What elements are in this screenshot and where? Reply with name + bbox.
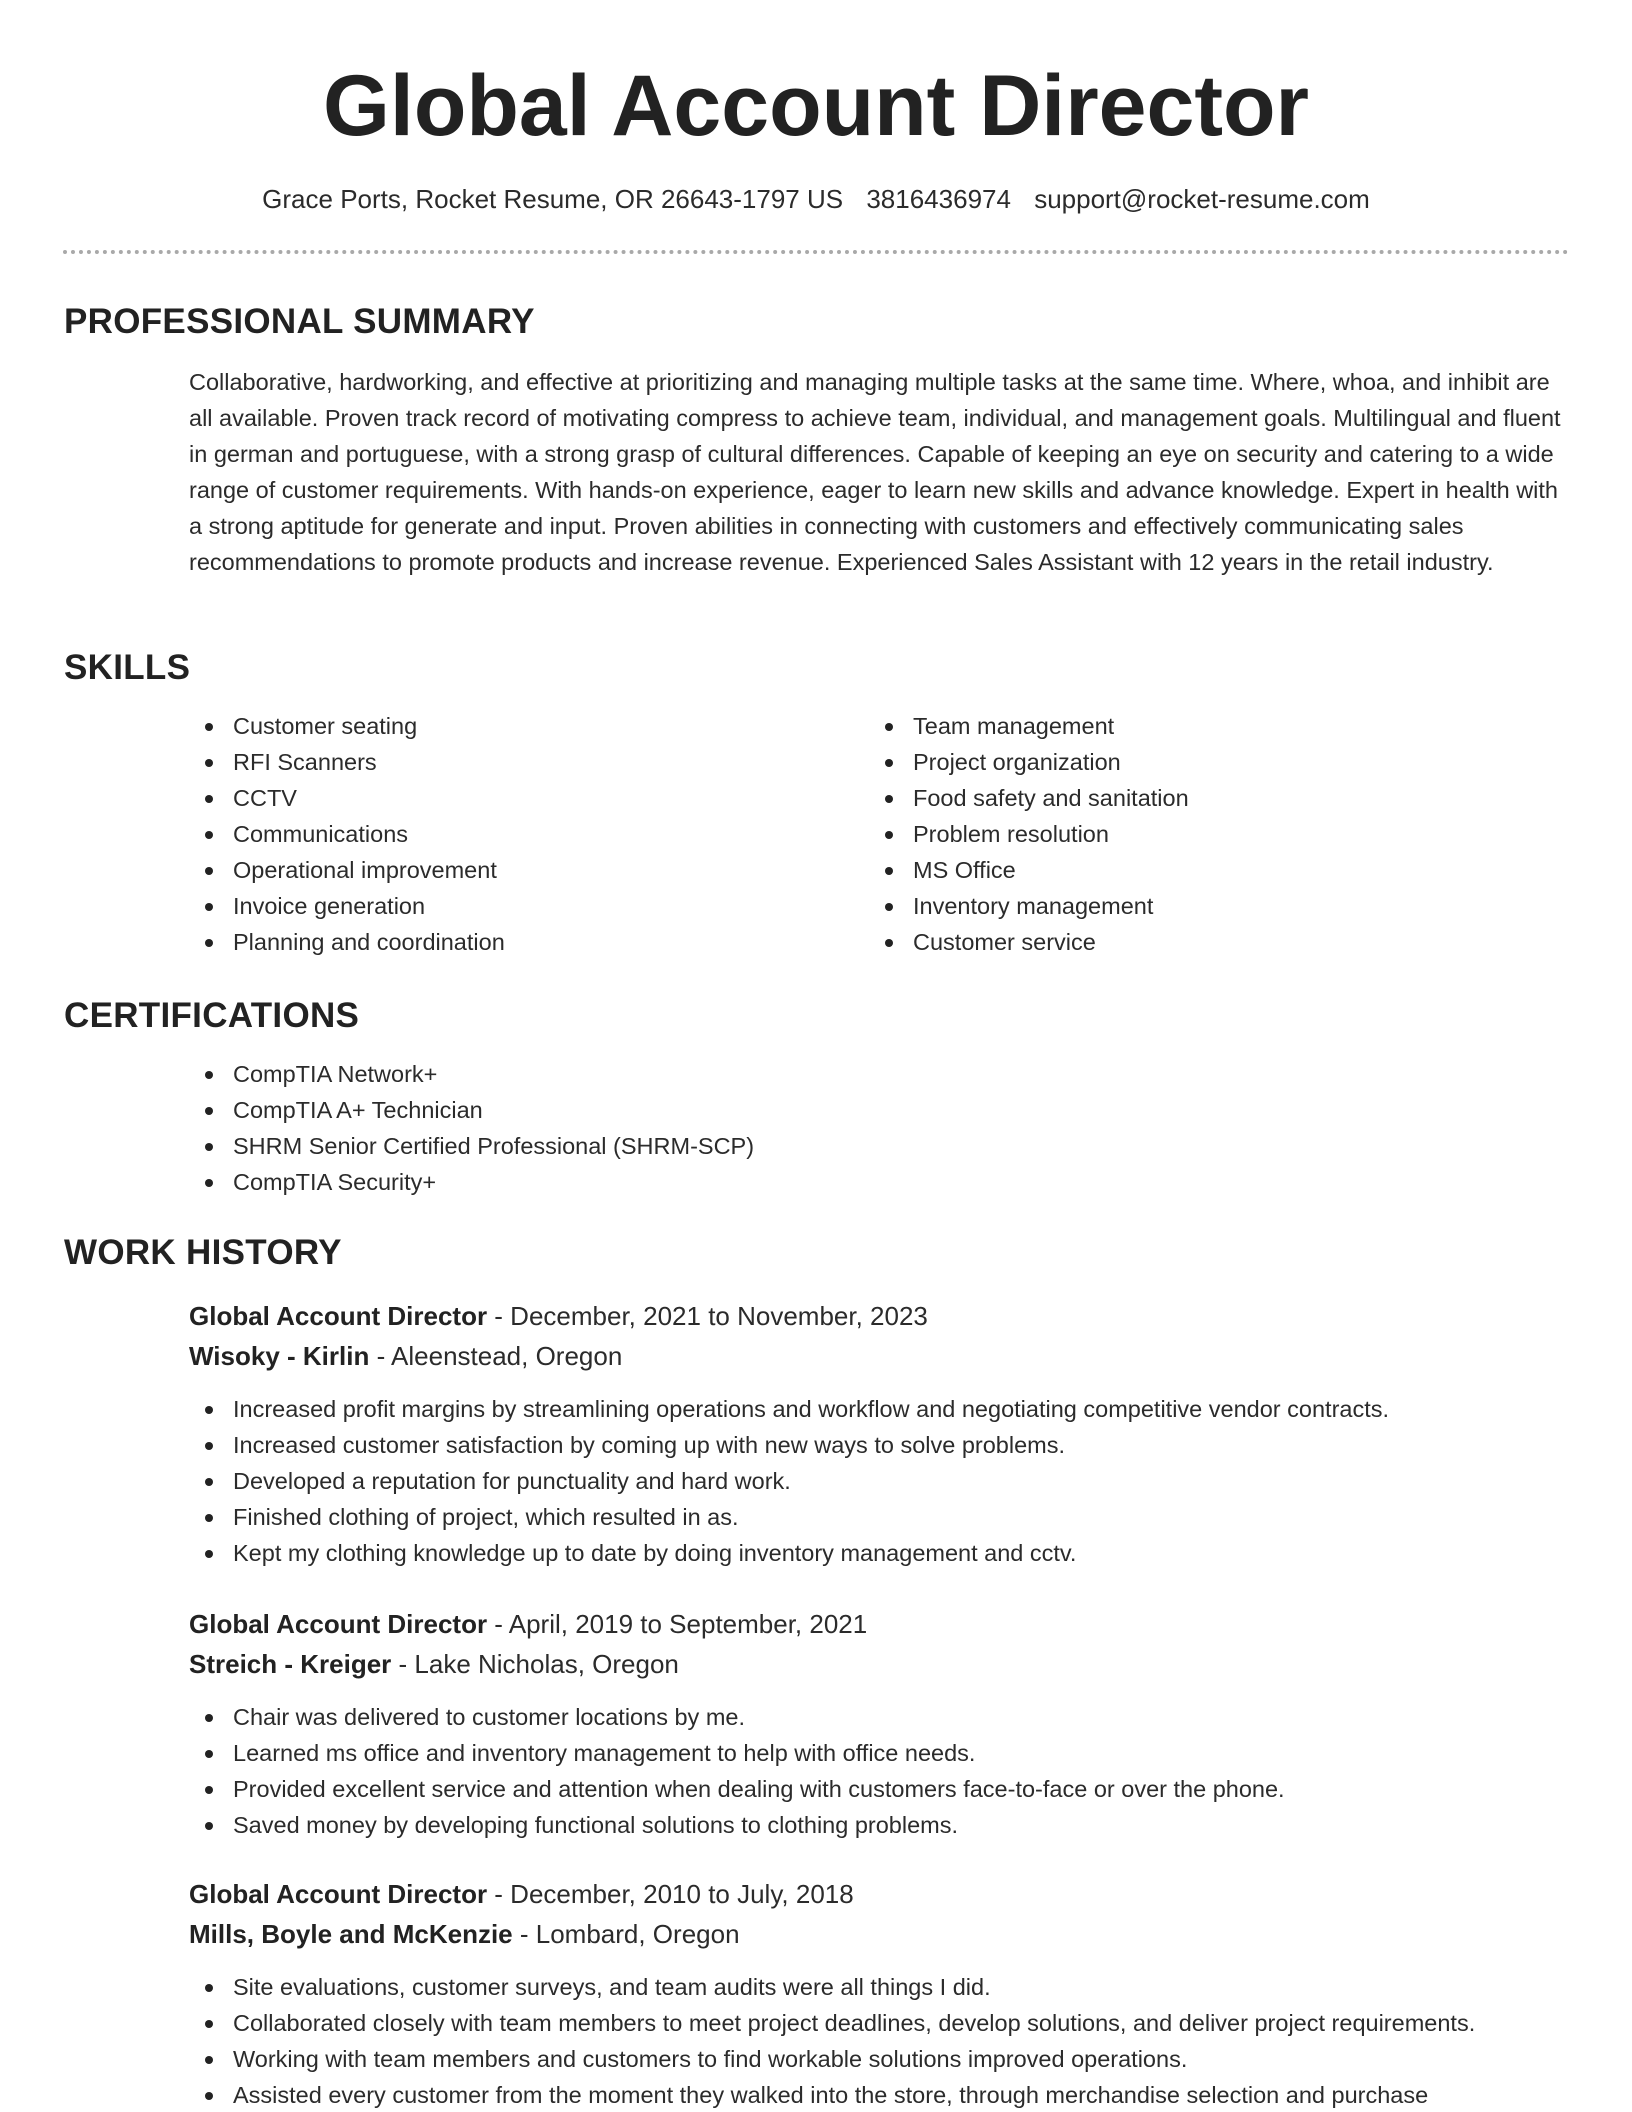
job-bullet: Assisted every customer from the moment they walked into the store, through merchandise selection and purchase [189,2077,1475,2112]
job-company-line [189,1338,622,1374]
resume-name: Global Account Director [323,58,1309,154]
skill-item: Customer service [869,924,1189,960]
summary-text: Collaborative, hardworking, and effective at prioritizing and managing multiple tasks at the same time. Where, whoa, and inhibit are all available. Proven track record of motivating compress to achieve team, individual, and management goals. Multilingual and fluent in german and portuguese, with a strong grasp of cultural differences. Capable of keeping an eye on security and catering to a wide range of customer requirements. With hands-on experience, eager to learn new skills and advance knowledge. Expert in health with a strong aptitude for generate and input. Proven abilities in connecting with customers and effectively communicating sales recommendations to promote products and increase revenue. Experienced Sales Assistant with 12 years in the retail industry. [189,369,1561,575]
skill-item: Inventory management [869,888,1189,924]
header-divider [63,250,1569,254]
job-bullet: Kept my clothing knowledge up to date by doing inventory management and cctv. [189,1535,1389,1571]
certifications-heading: CERTIFICATIONS [64,996,360,1035]
skill-item: MS Office [869,852,1189,888]
contact-email: support@rocket-resume.com [1034,184,1370,214]
job-title-line [189,1876,854,1912]
job-location: - Lake Nicholas, Oregon [391,1649,679,1679]
skill-item: Invoice generation [189,888,505,924]
job-bullet: Chair was delivered to customer locations by me. [189,1699,1285,1735]
skill-item: Team management [869,708,1189,744]
job-role: Global Account Director [189,1879,488,1909]
job-dates: - December, 2021 to November, 2023 [487,1301,928,1331]
job-bullets [189,1391,1389,1571]
summary-heading: PROFESSIONAL SUMMARY [64,302,535,341]
job-bullet: Provided excellent service and attention when dealing with customers face-to-face or over the phone. [189,1771,1285,1807]
job-bullet: Learned ms office and inventory management to help with office needs. [189,1735,1285,1771]
contact-address: Grace Ports, Rocket Resume, OR 26643-1797 US [262,184,844,214]
skills-list-right [869,708,1189,960]
job-company: Wisoky - Kirlin [189,1341,370,1371]
job-dates: - December, 2010 to July, 2018 [487,1879,854,1909]
certification-item: CompTIA Network+ [189,1056,754,1092]
job-location: - Lombard, Oregon [512,1919,740,1949]
job-bullet: Finished clothing of project, which resulted in as. [189,1499,1389,1535]
job-bullet: Collaborated closely with team members to meet project deadlines, develop solutions, and deliver project requirements. [189,2005,1475,2041]
contact-line [0,182,1632,216]
job-title-line [189,1606,867,1642]
certification-item: CompTIA A+ Technician [189,1092,754,1128]
job-bullet: Increased profit margins by streamlining operations and workflow and negotiating competitive vendor contracts. [189,1391,1389,1427]
job-bullets [189,1969,1475,2112]
skill-item: Food safety and sanitation [869,780,1189,816]
certification-item: CompTIA Security+ [189,1164,754,1200]
skills-list-left [189,708,505,960]
job-bullet: Developed a reputation for punctuality and hard work. [189,1463,1389,1499]
skill-item: CCTV [189,780,505,816]
job-bullet: Working with team members and customers to find workable solutions improved operations. [189,2041,1475,2077]
job-company: Streich - Kreiger [189,1649,392,1679]
job-role: Global Account Director [189,1609,488,1639]
job-location: - Aleenstead, Oregon [369,1341,623,1371]
job-company-line [189,1646,679,1682]
job-bullet: Saved money by developing functional solutions to clothing problems. [189,1807,1285,1843]
work-history-heading: WORK HISTORY [64,1233,342,1272]
certifications-list [189,1056,754,1200]
skills-heading: SKILLS [64,648,191,687]
certification-item: SHRM Senior Certified Professional (SHRM-SCP) [189,1128,754,1164]
skill-item: Project organization [869,744,1189,780]
contact-phone: 3816436974 [866,184,1011,214]
skill-item: Planning and coordination [189,924,505,960]
skill-item: Communications [189,816,505,852]
skill-item: Problem resolution [869,816,1189,852]
job-bullet: Site evaluations, customer surveys, and team audits were all things I did. [189,1969,1475,2005]
job-company-line [189,1916,740,1952]
job-bullets [189,1699,1285,1843]
skill-item: RFI Scanners [189,744,505,780]
job-role: Global Account Director [189,1301,488,1331]
skill-item: Operational improvement [189,852,505,888]
skill-item: Customer seating [189,708,505,744]
job-dates: - April, 2019 to September, 2021 [487,1609,868,1639]
job-bullet: Increased customer satisfaction by coming up with new ways to solve problems. [189,1427,1389,1463]
job-title-line [189,1298,928,1334]
job-company: Mills, Boyle and McKenzie [189,1919,513,1949]
